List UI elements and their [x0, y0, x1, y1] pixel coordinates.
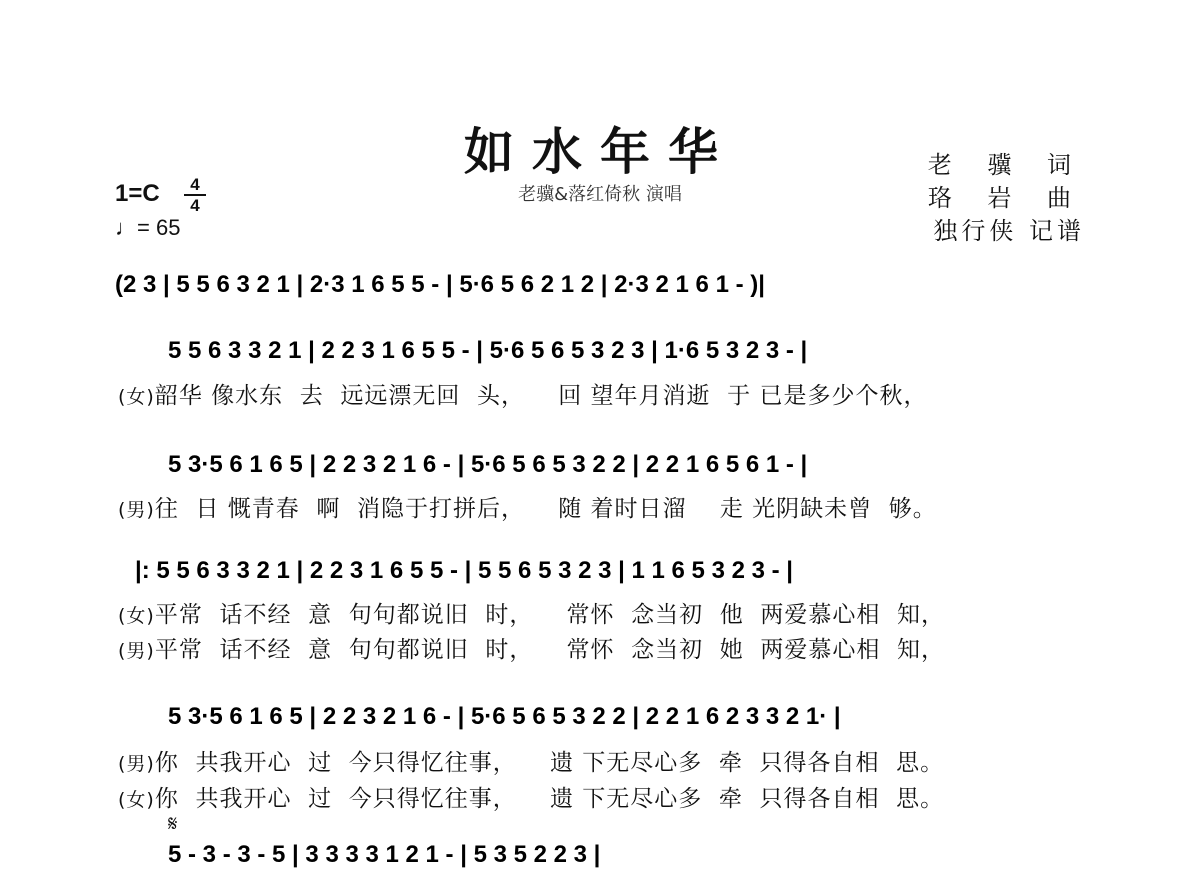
score-line-1: [0, 328, 1200, 372]
singer-label: (男): [118, 753, 155, 775]
notation-text: 5 5 6 3 3 2 1 | 2 2 3 1 6 5 5 - | 5·6 5 6 5 3 2 3 | 1·6 5 3 2 3 - |: [168, 337, 808, 364]
singer-label: (女): [118, 386, 155, 408]
lyric-text: 你 共我开心 过 今只得忆往事， 遗 下无尽心多 牵 只得各自相 思。: [154, 750, 945, 776]
time-signature: [184, 176, 206, 214]
score-line-2: [0, 442, 1200, 486]
score-line-4: [0, 694, 1200, 738]
lyric-line: [118, 744, 944, 777]
time-signature-bottom: 4: [190, 196, 200, 215]
score-line-intro: [0, 262, 1200, 306]
notation-svg: [0, 832, 1200, 876]
composer-credit: 珞 岩 曲: [927, 184, 1085, 212]
lyric-line: [118, 631, 945, 664]
singer-label: (女): [118, 789, 155, 811]
singer-label: (女): [118, 605, 155, 627]
notation-text: 5 - 3 - 3 - 5 | 3 3 3 3 1 2 1 - | 5 3 5 2 2 3 |: [168, 841, 601, 868]
lyric-line: [118, 596, 945, 629]
tempo-marking: [115, 215, 180, 241]
lyricist-credit: 老 骥 词: [927, 151, 1085, 179]
notation-svg: [0, 328, 1200, 372]
segno-icon: 𝄋: [168, 812, 178, 837]
lyric-text: 韶华 像水东 去 远远漂无回 头， 回 望年月消逝 于 已是多少个秋，: [154, 383, 928, 409]
lyric-text: 你 共我开心 过 今只得忆往事， 遗 下无尽心多 牵 只得各自相 思。: [154, 786, 945, 812]
time-signature-top: 4: [190, 175, 200, 194]
tempo-value: = 65: [137, 215, 181, 240]
notation-text: 5 3·5 6 1 6 5 | 2 2 3 2 1 6 - | 5·6 5 6 5 3 2 2 | 2 2 1 6 5 6 1 - |: [168, 451, 808, 478]
notation-svg: [0, 694, 1200, 738]
notation-text: |: 5 5 6 3 3 2 1 | 2 2 3 1 6 5 5 - | 5 5 6 5 3 2 3 | 1 1 6 5 3 2 3 - |: [135, 557, 793, 584]
transcriber-credit: 独行侠 记谱: [933, 217, 1085, 245]
notation-svg: [0, 548, 1200, 592]
quarter-note-icon: ♩: [115, 215, 137, 240]
lyric-line: [118, 780, 944, 813]
singers-credit: 老骥&落红倚秋 演唱: [518, 184, 682, 205]
score-line-3: [0, 548, 1200, 592]
singer-label: (男): [118, 499, 155, 521]
lyric-text: 平常 话不经 意 句句都说旧 时， 常怀 念当初 她 两爱慕心相 知，: [154, 637, 946, 663]
lyric-text: 往 日 慨青春 啊 消隐于打拼后， 随 着时日溜 走 光阴缺未曾 够。: [154, 496, 937, 522]
lyric-line: [118, 377, 928, 410]
lyric-text: 平常 话不经 意 句句都说旧 时， 常怀 念当初 他 两爱慕心相 知，: [154, 602, 946, 628]
notation-text: (2 3 | 5 5 6 3 2 1 | 2·3 1 6 5 5 - | 5·6 5 6 2 1 2 | 2·3 2 1 6 1 - )|: [115, 271, 765, 298]
notation-text: 5 3·5 6 1 6 5 | 2 2 3 2 1 6 - | 5·6 5 6 5 3 2 2 | 2 2 1 6 2 3 3 2 1· |: [168, 703, 841, 730]
song-title: 如水年华: [464, 123, 736, 181]
notation-svg: [0, 262, 1200, 306]
key-signature: 1=C: [115, 180, 160, 207]
notation-svg: [0, 442, 1200, 486]
singer-label: (男): [118, 640, 155, 662]
lyric-line: [118, 490, 937, 523]
score-line-5: [0, 832, 1200, 876]
